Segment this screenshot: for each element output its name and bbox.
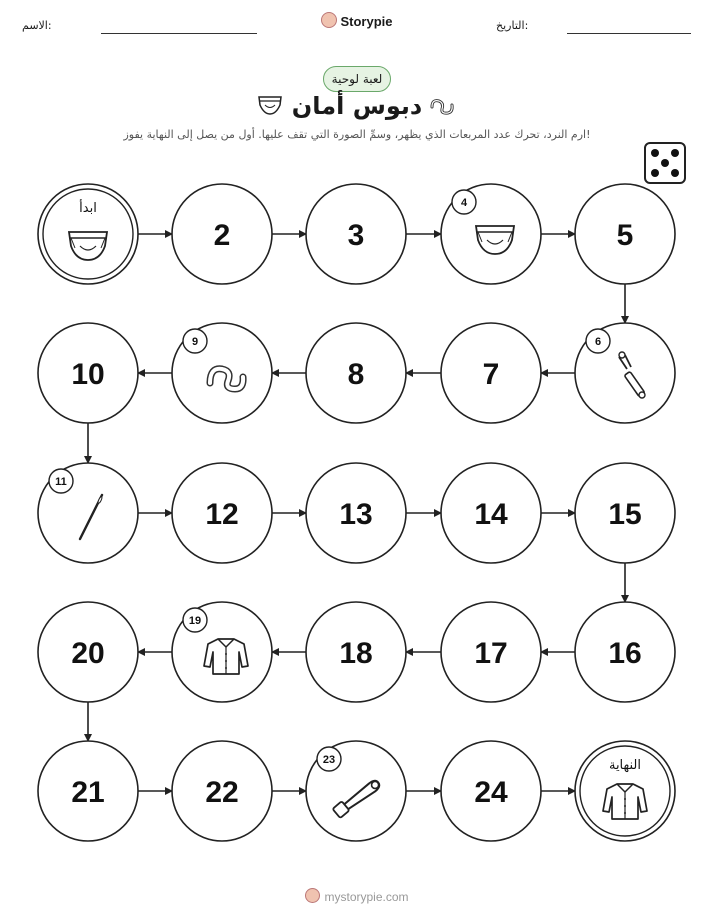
- space-number: 23: [322, 754, 336, 766]
- board-space-13: [306, 463, 406, 563]
- board-space-16: [575, 602, 675, 702]
- instructions: ارم النرد، تحرك عدد المربعات الذي يظهر، وسمِّ الصورة التي تقف عليها. أول من يصل إلى النهاية يفوز!: [123, 128, 591, 141]
- board-space-9: [172, 323, 272, 423]
- space-number: 24: [474, 776, 508, 809]
- board-space-4: [441, 184, 541, 284]
- space-number: 14: [474, 498, 508, 531]
- name-label: الاسم:: [22, 19, 52, 32]
- space-number: 4: [460, 197, 468, 209]
- board-space-7: [441, 323, 541, 423]
- space-number: 19: [188, 615, 202, 627]
- board-space-3: [306, 184, 406, 284]
- space-number: 22: [205, 776, 239, 809]
- space-number: 9: [191, 336, 199, 348]
- end-label: النهاية: [608, 758, 642, 773]
- space-number: 7: [482, 358, 500, 391]
- board-space-24: [441, 741, 541, 841]
- start-label: ابدأ: [79, 201, 97, 216]
- brand-logo: Storypie: [0, 12, 714, 29]
- board-space-10: [38, 323, 138, 423]
- space-number: 10: [71, 358, 105, 391]
- space-number: 2: [213, 219, 231, 252]
- space-number: 13: [339, 498, 373, 531]
- board-space-25: [575, 741, 675, 841]
- space-number: 20: [71, 637, 105, 670]
- space-number: 17: [474, 637, 508, 670]
- page-title: دبوس أمان: [291, 92, 423, 120]
- space-number: 6: [594, 336, 602, 348]
- board-space-14: [441, 463, 541, 563]
- board-space-11: [38, 463, 138, 563]
- board-space-12: [172, 463, 272, 563]
- board-space-8: [306, 323, 406, 423]
- board-space-2: [172, 184, 272, 284]
- board-space-23: [306, 741, 406, 841]
- space-number: 5: [616, 219, 634, 252]
- board-space-6: [575, 323, 675, 423]
- bear-logo-icon: [305, 888, 320, 903]
- board-space-18: [306, 602, 406, 702]
- board-space-17: [441, 602, 541, 702]
- board-space-5: [575, 184, 675, 284]
- space-number: 11: [55, 476, 67, 488]
- board-space-1: [38, 184, 138, 284]
- date-label: التاريخ:: [496, 19, 529, 32]
- space-number: 15: [608, 498, 642, 531]
- board-space-20: [38, 602, 138, 702]
- space-number: 16: [608, 637, 642, 670]
- board-space-15: [575, 463, 675, 563]
- space-number: 3: [347, 219, 365, 252]
- space-number: 18: [339, 637, 373, 670]
- space-number: 8: [347, 358, 365, 391]
- footer-website: mystorypie.com: [0, 888, 714, 904]
- board-game-badge: لعبة لوحية: [323, 66, 391, 92]
- board-space-21: [38, 741, 138, 841]
- space-number: 21: [71, 776, 105, 809]
- board-space-22: [172, 741, 272, 841]
- space-number: 12: [205, 498, 239, 531]
- board-space-19: [172, 602, 272, 702]
